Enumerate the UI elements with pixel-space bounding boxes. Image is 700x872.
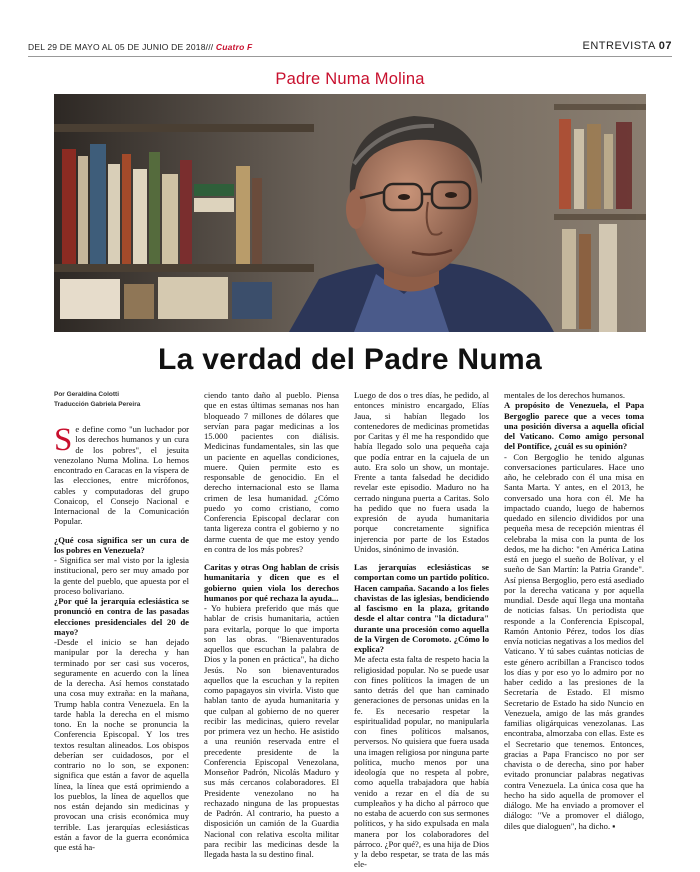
page-header [28,40,672,54]
answer-3-part-2: Luego de dos o tres días, he pedido, al entonces ministro encargado, Elías Jaua, si habían llegado los contenedores de medicinas prometidas por Caritas y él me ha respondido que había llegado solo una pequeña caja que podía entrar en la cajuela de un auto. Era solo un show, un montaje. Frente a tanta falsedad he decidido revelar este episodio. Maduro no ha cerrado ninguna puerta a Caritas. Solo ha pedido que no fuera usada la expresión de ayuda humanitaria porque concretamente significa injerencia por parte de los Estados Unidos, sinónimo de invasión. [354,390,489,554]
answer-2-part-2: ciendo tanto daño al pueblo. Piensa que en estas últimas semanas nos han bloqueado 7 millones de dólares que servían para pagar medicinas a los 15.000 pacientes con diálisis. Medicinas fundamentales, sin las que un paciente en aquellas condiciones, muere. Quien permite esto es responsable de genocidio. En el derecho internacional esto se llama crimen de lesa humanidad. ¿Cómo puedo yo como cristiano, como Conferencia Episcopal declarar con tanta ligereza contra el gobierno y no darme cuenta de que me estoy yendo en contra de los más pobres? [204,390,339,554]
section-label: ENTREVISTA 07 [582,40,672,52]
answer-4-part-2: mentales de los derechos humanos. [504,390,625,400]
page-number: 07 [658,40,672,52]
issue-date: DEL 29 DE MAYO AL 05 DE JUNIO DE 2018/// Cuatro F [28,42,253,52]
article-column-4 [504,390,644,860]
kicker: Padre Numa Molina [275,70,425,88]
article-column-2 [204,390,339,860]
question-1: ¿Qué cosa significa ser un cura de los pobres en Venezuela? [54,534,189,555]
headline: La verdad del Padre Numa [157,343,542,376]
article-column-1 [54,424,189,864]
question-5: A propósito de Venezuela, el Papa Bergoglio parece que a veces toma una posición diversa a aquella oficial del Vaticano. Como amigo personal del Pontífice, ¿cuál es su opinión? [504,400,644,452]
answer-2-part-1: -Desde el inicio se han dejado manipular por la derecha y han terminado por ser casi sus voceros, seguramente en acuerdo con la línea de la derecha. Así hemos constatado una cosa muy extraña: en la mañana, Trump habla contra Venezuela. En la tarde habla la derecha en el mismo tono. En la noche se pronuncia la Conferencia Episcopal. Y los tres textos resultan alineados. Los obispos deberían ser cuidadosos, por el contrario no lo son, se exponen: significa que están a favor de aquella línea, la línea que está oprimiendo a los pueblos, la línea de aquellos que nos están dejando sin medicinas y provocan una crisis económica muy terrible. Las jerarquías eclesiásticas están a favor de la guerra económica que está ha- [54,637,189,852]
translation-credit: Traducción Gabriela Pereira [54,401,141,408]
answer-4-part-1: Me afecta esta falta de respeto hacia la religiosidad popular. No se puede usar con fines políticos la imagen de un santo detrás del que han caminado generaciones de personas unidas en la fe. Es necesario respetar la espiritualidad popular, no manipularla con fines políticos malsanos, perversos. No quisiera que fuera usada una imagen religiosa por ninguna parte política, mucho menos por una ideología que no respeta al pobre, como aquella trabajadora que había venido a rezar en el día de su cumpleaños y ha dicho al párroco que no estaba de acuerdo con sus sermones políticos, y ha sido expulsada en mala manera por los colaboradores del párroco. ¿Por qué?, es una hija de Dios y la debo respetar, se trata de las más ele- [354,654,489,870]
drop-cap: S [54,422,73,458]
question-3: Caritas y otras Ong hablan de crisis humanitaria y dicen que es el gobierno quien viola los derechos humanos por qué rechaza la ayuda... [204,562,339,603]
brand-logo: Cuatro F [215,42,253,52]
answer-3-part-1: - Yo hubiera preferido que más que hablar de crisis humanitaria, actúen para evitarla, porque lo que importa son las obras. "Bienaventurados aquellos que escuchan la palabra de Dios y la ponen en práctica", ha dicho Jesús. No son bienaventurados aquellos que la escuchan y la repiten como papagayos sin vivirla. Visto que hablan tanto de ayuda humanitaria y que culpan al gobierno de no querer recibir las medicinas, quiero revelar por primera vez un hecho. He asistido a una reunión reservada entre el precedente presidente de la Conferencia Episcopal Venezolana, Monseñor Padrón, Nicolás Maduro y sus más cercanos colaboradores. El Presidente venezolano no ha rechazado ninguna de las propuestas de Padrón. Al contrario, ha puesto a disposición un camión de la Guardia Nacional con relativa escolta militar para recibir las medicinas desde la llegada hasta la su destino final. [204,603,339,859]
header-divider [28,56,672,57]
byline [54,390,194,410]
author-credit: Por Geraldina Colotti [54,391,120,398]
question-2: ¿Por qué la jerarquía eclesiástica se pronunció en contra de las pasadas elecciones presidenciales del 20 de mayo? [54,596,189,637]
portrait-illustration [54,94,646,332]
answer-5: - Con Bergoglio he tenido algunas conversaciones particulares. Hace uno año, he celebrado con él una misa en Santa Marta. Y antes, en el 2013, he conversado una hora con él. Me ha impactado cuando, luego de habernos quedado en silencio divididos por una pequeña mesa de recepción mientras él celebraba la misa con la punta de los dedos, me ha dicho: "en América Latina está en juego el sueño de Bolívar, y el sueño de San Martín: la Patria Grande". Así piensa Bergoglio, pero está asediado por la derecha vaticana y por aquella mundial. Desde aquí llega una montaña de noticias falsas. Un periodista que responde a la Conferencia Episcopal, Ramón Antonio Pérez, todos los días envía noticias negativas a los medios del Vaticano. Y tú sabes cuántas noticias de este género acribillan a Francisco todos los días y por eso yo lo admiro por no haber cedido a las presiones de la Secretaría de Estado. El mismo Secretario de Estado ha sido Nuncio en Venezuela, amigo de las más grandes familias oligárquicas venezolanas. Las encontraba, almorzaba con ellas. Este es el Secretario que tenemos. Entonces, gracias a Papa Francisco no por ser chavista o de derecha, sino por haber evitado pronunciar palabras negativas contra Venezuela. La única cosa que ha hecho ha sido aquella de promover el diálogo. Me ha enviado a promover el diálogo: "Ve a promover el diálogo, diles que dialoguen", ha dicho. ▪ [504,451,644,831]
portrait-photo [54,94,646,332]
question-4: Las jerarquías eclesiásticas se comportan como un partido político. Hacen campaña. Sacando a los fieles chavistas de las iglesias, bendiciendo al fascismo en la plaza, gritando desde el altar contra "la dictadura" durante una procesión como aquella de la Virgen de Coromoto. ¿Cómo lo explica? [354,562,489,654]
article-column-3 [354,390,489,870]
answer-1: - Significa ser mal visto por la iglesia institucional, pero ser muy amado por la gente del pueblo, que apuesta por el proceso bolivariano. [54,555,189,596]
lead-paragraph: Se define como "un luchador por los derechos humanos y un cura de los pobres", el jesuita venezolano Numa Molina. Lo hemos encontrado en Caracas en la víspera de las elecciones, entre micrófonos, cables y computadoras del grupo Conaicop, el Consejo Nacional e Internacional de la Comunicación Popular. [54,422,189,527]
